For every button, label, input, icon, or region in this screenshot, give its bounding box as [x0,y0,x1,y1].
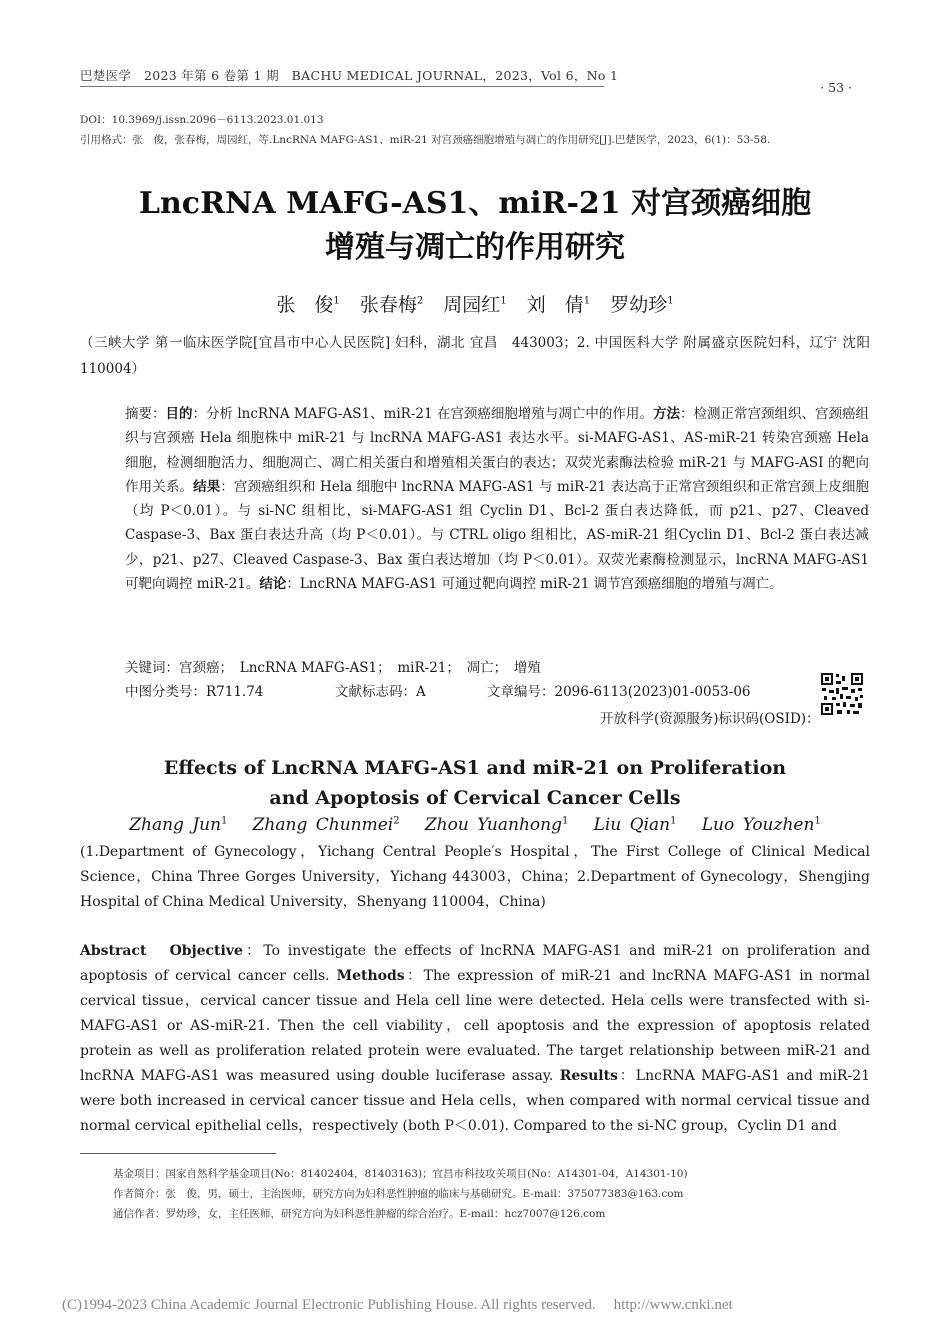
qr-code[interactable] [820,672,864,716]
author-en: Zhang Jun$^1$ [129,815,228,835]
author-cn: 张春梅$^2$ [359,294,424,316]
keywords-cn: 关键词：宫颈癌； LncRNA MAFG-AS1； miR-21； 凋亡； 增殖 [125,660,541,676]
footnote-author-bio: 作者简介：张 俊，男，硕士，主治医师，研究方向为妇科恶性肿瘤的临床与基础研究。E-mail：375077383@163.com [113,1188,684,1200]
doc-code: 文献标志码：A [335,684,426,700]
copyright-line [62,1297,733,1314]
author-cn: 张 俊$^1$ [276,294,340,316]
osid-label: 开放科学(资源服务)标识码(OSID)： [600,711,820,727]
footnote-fund: 基金项目：国家自然科学基金项目(No：81402404，81403163)；宜昌市科技攻关项目(No：A14301-04，A14301-10) [113,1168,688,1180]
citation-format: 引用格式：张 俊，张春梅，周园红，等.LncRNA MAFG-AS1、miR-21 对宫颈癌细胞增殖与凋亡的作用研究[J].巴楚医学，2023，6(1)：53-58. [80,134,771,146]
author-cn: 罗幼珍$^1$ [610,294,674,316]
author-en: Liu Qian$^1$ [593,815,677,835]
title-en-line2: and Apoptosis of Cervical Cancer Cells [269,787,681,809]
footnote-corresponding: 通信作者：罗幼珍，女，主任医师，研究方向为妇科恶性肿瘤的综合治疗。E-mail：hcz7007@126.com [113,1208,606,1220]
title-cn-line2: 增殖与凋亡的作用研究 [325,230,625,265]
author-en: Zhang Chunmei$^2$ [252,815,400,835]
affiliation-cn: （三峡大学 第一临床医学院[宜昌市中心人民医院] 妇科，湖北 宜昌 443003；2. 中国医科大学 附属盛京医院妇科，辽宁 沈阳 110004） [80,335,884,377]
affiliation-en: (1.Department of Gynecology，Yichang Central People′s Hospital，The First College of Clinical Medical Science，China Three Gorges University，Yichang 443003，China；2.Department of Gynecology，Shengjing Hospital of China Medical University，Shenyang 110004，China) [80,844,870,910]
author-cn: 周园红$^1$ [443,294,507,316]
author-cn: 刘 倩$^1$ [526,294,591,316]
copyright-text: (C)1994-2023 China Academic Journal Electronic Publishing House. All rights reserved. [62,1297,596,1313]
footnote-rule [80,1153,276,1154]
abstract-en: Abstract Objective：To investigate the effects of lncRNA MAFG-AS1 and miR-21 on proliferation and apoptosis of cervical cancer cells. Methods：The expression of miR-21 and lncRNA MAFG-AS1 in normal cervical tissue，cervical cancer tissue and Hela cell line were detected. Hela cells were transfected with si-MAFG-AS1 or AS-miR-21. Then the cell viability，cell apoptosis and the expression of apoptosis related protein as well as proliferation related protein were evaluated. The target relationship between miR-21 and lncRNA MAFG-AS1 was measured using double luciferase assay. Results：LncRNA MAFG-AS1 and miR-21 were both increased in cervical cancer tissue and Hela cells，when compared with normal cervical tissue and normal cervical epithelial cells，respectively (both P＜0.01). Compared to the si-NC group，Cyclin D1 and [80,943,871,1134]
title-en-line1: Effects of LncRNA MAFG-AS1 and miR-21 on Proliferation [163,757,787,779]
header-rule [80,86,604,87]
authors-en [0,815,950,835]
author-en: Zhou Yuanhong$^1$ [424,815,569,835]
title-cn-line1: LncRNA MAFG-AS1、miR-21 对宫颈癌细胞 [138,186,812,221]
clc-number: 中图分类号：R711.74 [125,684,264,700]
cnki-link[interactable]: http://www.cnki.net [613,1297,733,1313]
abstract-cn: 摘要：目的：分析 lncRNA MAFG-AS1、miR-21 在宫颈癌细胞增殖与凋亡中的作用。方法：检测正常宫颈组织、宫颈癌组织与宫颈癌 Hela 细胞株中 miR-21 与 lncRNA MAFG-AS1 表达水平。si-MAFG-AS1、AS-miR-21 转染宫颈癌 Hela 细胞，检测细胞活力、细胞凋亡、凋亡相关蛋白和增殖相关蛋白的表达；双荧光素酶法检验 miR-21 与 MAFG-ASI 的靶向作用关系。结果：宫颈癌组织和 Hela 细胞中 lncRNA MAFG-AS1 与 miR-21 表达高于正常宫颈组织和正常宫颈上皮细胞（均 P＜0.01）。与 si-NC 组相比，si-MAFG-AS1 组 Cyclin D1、Bcl-2 蛋白表达降低，而 p21、p27、Cleaved Caspase-3、Bax 蛋白表达升高（均 P＜0.01）。与 CTRL oligo 组相比，AS-miR-21 组Cyclin D1、Bcl-2 蛋白表达减少，p21、p27、Cleaved Caspase-3、Bax 蛋白表达增加（均 P＜0.01）。双荧光素酶检测显示，lncRNA MAFG-AS1 可靶向调控 miR-21。结论：LncRNA MAFG-AS1 可通过靶向调控 miR-21 调节宫颈癌细胞的增殖与凋亡。 [125,406,870,593]
authors-cn [0,290,950,317]
author-en: Luo Youzhen$^1$ [701,815,821,835]
running-header: 巴楚医学 2023 年第 6 卷第 1 期 BACHU MEDICAL JOURNAL，2023，Vol 6，No 1 [80,68,619,83]
article-number: 文章编号：2096-6113(2023)01-0053-06 [487,684,751,700]
doi: DOI：10.3969/j.issn.2096－6113.2023.01.013 [80,114,324,126]
page-number: · 53 · [820,80,852,95]
